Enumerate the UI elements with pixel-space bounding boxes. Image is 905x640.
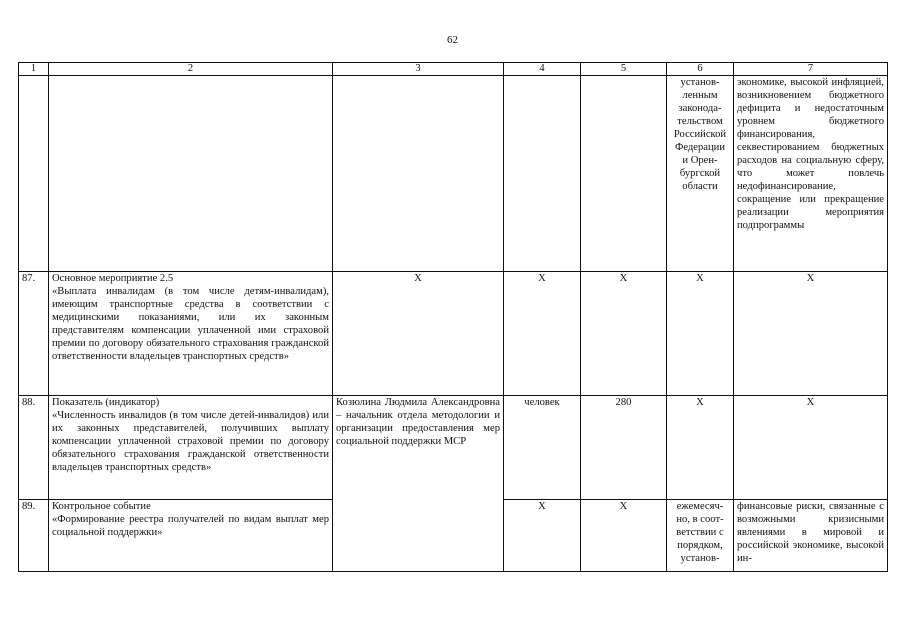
cell-description — [49, 272, 333, 396]
table-row-89 — [19, 500, 888, 572]
row-number: 88. — [19, 396, 49, 500]
cell-deadline: X — [667, 396, 734, 500]
header-col-5: 5 — [581, 63, 667, 76]
cell-value — [581, 76, 667, 272]
table-row-continued — [19, 76, 888, 272]
program-table — [18, 62, 888, 572]
cell-risks: X — [734, 396, 888, 500]
cell-deadline: ежемесяч- но, в соот- ветствии с порядком, установ- — [667, 500, 734, 572]
cell-unit — [504, 76, 581, 272]
cell-risks: X — [734, 272, 888, 396]
header-col-1: 1 — [19, 63, 49, 76]
header-row — [19, 63, 888, 76]
cell-risks: экономике, высокой инфляцией, возникновением бюджетного дефицита и недостаточным уровнем бюджетного финансирования, секвестированием бюджетных расходов на социальную сферу, что может повлечь недофинансирование, сокращение или прекращение реализации мероприятия подпрограммы — [734, 76, 888, 272]
cell-deadline: X — [667, 272, 734, 396]
cell-unit: человек — [504, 396, 581, 500]
cell-unit: X — [504, 272, 581, 396]
table-row-87 — [19, 272, 888, 396]
page-number: 62 — [447, 34, 458, 46]
cell-value: X — [581, 272, 667, 396]
cell-responsible — [333, 76, 504, 272]
row-text: «Формирование реестра получателей по видам выплат мер социальной поддержки» — [52, 514, 329, 538]
cell-description — [49, 500, 333, 572]
row-title: Основное мероприятие 2.5 — [52, 273, 174, 284]
header-col-6: 6 — [667, 63, 734, 76]
cell-value: X — [581, 500, 667, 572]
cell-num — [19, 76, 49, 272]
row-number: 87. — [19, 272, 49, 396]
row-title: Показатель (индикатор) — [52, 397, 160, 408]
cell-value: 280 — [581, 396, 667, 500]
header-col-2: 2 — [49, 63, 333, 76]
row-number: 89. — [19, 500, 49, 572]
row-text: «Численность инвалидов (в том числе детей-инвалидов) или их законных представителей, получивших выплату компенсации уплаченной страховой премии по договору обязательного страхования гражданской ответственности владельцев транспортных средств» — [52, 410, 329, 473]
cell-responsible: X — [333, 272, 504, 396]
cell-risks: финансовые риски, связанные с возможными кризисными явлениями в мировой и российской экономике, высокой ин- — [734, 500, 888, 572]
cell-description — [49, 76, 333, 272]
cell-unit: X — [504, 500, 581, 572]
header-col-4: 4 — [504, 63, 581, 76]
cell-responsible: Козюлина Людмила Александровна – начальник отдела методологии и организации предоставления мер социальной поддержки МСР — [333, 396, 504, 500]
row-title: Контрольное событие — [52, 501, 151, 512]
cell-description — [49, 396, 333, 500]
cell-responsible — [333, 500, 504, 572]
table-row-88 — [19, 396, 888, 500]
cell-deadline: установ- ленным законода- тельством Российской Федерации и Орен- бургской области — [667, 76, 734, 272]
header-col-3: 3 — [333, 63, 504, 76]
row-text: «Выплата инвалидам (в том числе детям-инвалидам), имеющим транспортные средства в соответствии с медицинскими показаниями, или их законным представителям компенсации уплаченной ими страховой премии по договору обязательного страхования гражданской ответственности владельцев транспортных средств» — [52, 286, 329, 362]
header-col-7: 7 — [734, 63, 888, 76]
